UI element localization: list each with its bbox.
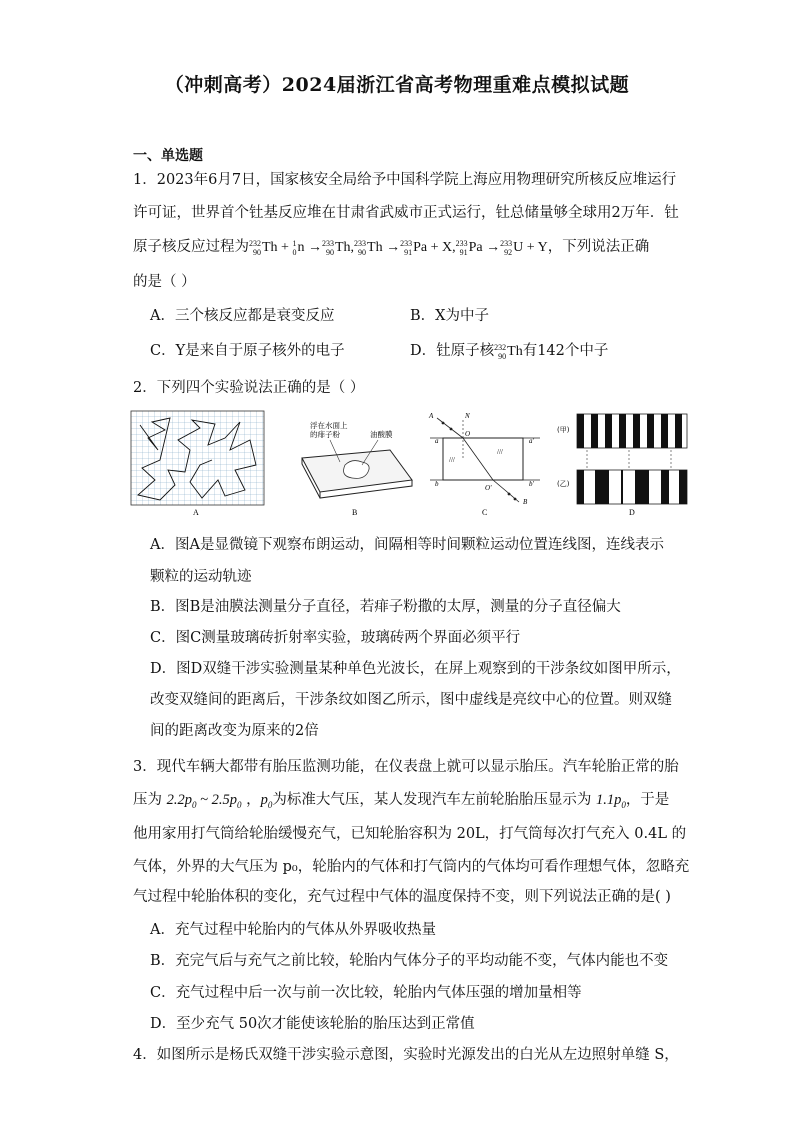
figure-c-label: C <box>482 508 488 517</box>
figure-a-label: A <box>193 508 199 517</box>
q3-option-c: C．充气过程中后一次与前一次比较，轮胎内气体压强的增加量相等 <box>150 985 582 1001</box>
svg-text:N: N <box>465 412 470 420</box>
q1-line: 1．2023年6月7日，国家核安全局给予中国科学院上海应用物理研究所核反应堆运行 <box>133 172 677 188</box>
q3-option-a: A．充气过程中轮胎内的气体从外界吸收热量 <box>150 922 436 938</box>
q1-line: 许可证，世界首个钍基反应堆在甘肃省武威市正式运行，钍总储量够全球用2万年．钍 <box>133 205 679 221</box>
figure-d-label: D <box>629 508 635 517</box>
q2-figures <box>130 410 690 528</box>
q1-option-d-suffix: 有142个中子 <box>522 343 609 359</box>
q3-line2-b: 为标准大气压，某人发现汽车左前轮胎胎压显示为 <box>272 792 592 808</box>
q4-line: 4．如图所示是杨氏双缝干涉实验示意图，实验时光源发出的白光从左边照射单缝 S， <box>133 1047 679 1063</box>
q2-stem: 2．下列四个实验说法正确的是（ ） <box>133 380 365 396</box>
svg-text:a: a <box>435 437 439 445</box>
q1-reaction-prefix: 原子核反应过程为 <box>133 239 249 255</box>
q3-line2-c: ，于是 <box>625 792 670 808</box>
figure-d-jia-label: (甲) <box>557 426 570 434</box>
figure-d-yi-label: (乙) <box>557 480 570 488</box>
q1-option-b: B．X为中子 <box>410 308 489 324</box>
q3-line: 3．现代车辆大都带有胎压监测功能，在仪表盘上就可以显示胎压。汽车轮胎正常的胎 <box>133 759 679 775</box>
figure-d-interference <box>555 410 690 518</box>
svg-text:A: A <box>429 412 434 420</box>
svg-text:O': O' <box>485 484 492 492</box>
svg-text:b: b <box>435 480 439 488</box>
q3-pressure-line: 压为 $2.2p_0$ ~ $2.5p_0$ ，$p_0$为标准大气压，某人发现汽车左前轮胎胎压显示为 $1.1p_0$，于是 <box>133 792 670 810</box>
q3-option-b: B．充完气后与充气之前比较，轮胎内气体分子的平均动能不变，气体内能也不变 <box>150 953 669 969</box>
q1-option-c: C．Y是来自于原子核外的电子 <box>150 343 345 359</box>
figure-b-powder-label: 浮在水面上 <box>310 421 348 430</box>
standard-pressure-symbol: $p_0$ <box>260 792 273 810</box>
svg-text:a': a' <box>529 437 534 445</box>
q2-option-d: D．图D双缝干涉实验测量某种单色光波长，在屏上观察到的干涉条纹如图甲所示， <box>150 661 681 677</box>
q3-line: 气过程中轮胎体积的变化，充气过程中气体的温度保持不变，则下列说法正确的是( ) <box>133 889 671 905</box>
measured-pressure: $1.1p_0$ <box>595 792 626 810</box>
q2-option-d-cont: 间的距离改变为原来的2倍 <box>150 723 319 739</box>
q3-option-d: D．至少充气 50次才能使该轮胎的胎压达到正常值 <box>150 1016 475 1032</box>
svg-text:O: O <box>465 430 471 438</box>
section-heading: 一、单选题 <box>133 148 203 164</box>
q1-line: 的是（ ） <box>133 274 196 290</box>
q2-option-a: A．图A是显微镜下观察布朗运动，间隔相等时间颗粒运动位置连线图，连线表示 <box>150 537 664 553</box>
figure-a-brownian-motion <box>130 410 265 518</box>
svg-text:b': b' <box>529 480 534 488</box>
figure-b-oil-film <box>290 410 420 518</box>
q1-reaction-line <box>133 237 649 258</box>
q1-option-d-prefix: D．钍原子核 <box>410 343 495 359</box>
svg-text:///: /// <box>497 448 503 456</box>
q2-option-d-cont: 改变双缝间的距离后，干涉条纹如图乙所示，图中虚线是亮纹中心的位置。则双缝 <box>150 692 672 708</box>
q3-line: 他用家用打气筒给轮胎缓慢充气，已知轮胎容积为 20L，打气筒每次打气充入 0.4L 的 <box>133 826 687 842</box>
nuclear-equation: 232 90Th + 1 0n →233 90Th,233 90Th →233 91Pa + X,233 91Pa →233 92U + Y <box>249 238 548 257</box>
thorium-nuclide: 232 90Th <box>494 342 523 361</box>
figure-b-powder-label-2: 的痱子粉 <box>310 430 340 439</box>
q1-option-a: A．三个核反应都是衰变反应 <box>150 308 335 324</box>
page-title: （冲刺高考）2024届浙江省高考物理重难点模拟试题 <box>164 74 630 96</box>
q1-reaction-suffix: ，下列说法正确 <box>547 239 650 255</box>
q3-line: 气体，外界的大气压为 p₀，轮胎内的气体和打气筒内的气体均可看作理想气体，忽略充 <box>133 859 690 875</box>
figure-b-film-label: 油酸膜 <box>370 430 393 439</box>
q1-option-d <box>410 341 608 362</box>
q2-option-c: C．图C测量玻璃砖折射率实验，玻璃砖两个界面必须平行 <box>150 630 521 646</box>
figure-b-label: B <box>352 508 358 517</box>
pressure-range: $2.2p_0$ ~ $2.5p_0$ <box>166 792 242 810</box>
q2-option-a-cont: 颗粒的运动轨迹 <box>150 569 252 585</box>
svg-text:///: /// <box>449 456 455 464</box>
q2-option-b: B．图B是油膜法测量分子直径，若痱子粉撒的太厚，测量的分子直径偏大 <box>150 599 621 615</box>
figure-c-refraction <box>425 410 545 518</box>
svg-text:B: B <box>523 498 528 506</box>
q3-line2-a: 压为 <box>133 792 162 808</box>
